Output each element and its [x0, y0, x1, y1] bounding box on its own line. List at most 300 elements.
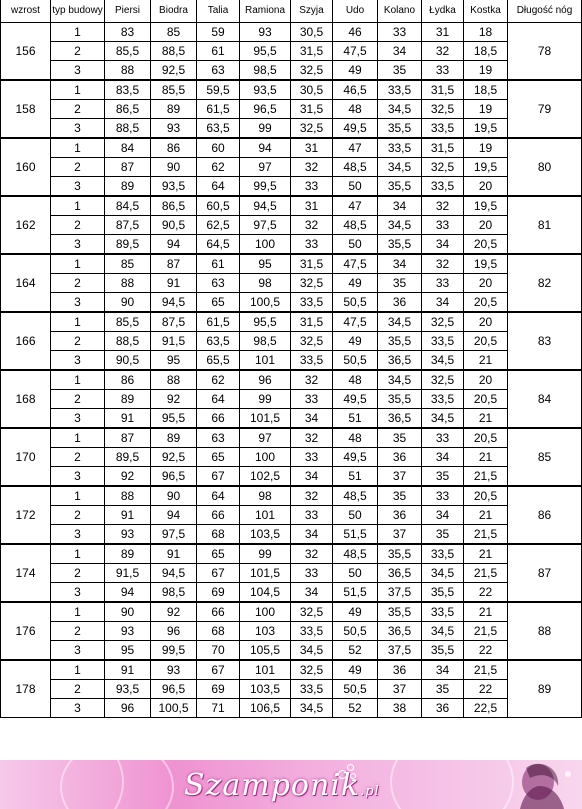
column-header: Ramiona	[240, 0, 291, 23]
measurement-cell: 34,5	[378, 158, 422, 177]
column-header: Talia	[197, 0, 240, 23]
build-type-cell: 1	[51, 138, 105, 158]
measurement-cell: 106,5	[240, 699, 291, 718]
measurement-cell: 21	[464, 351, 508, 371]
build-type-cell: 3	[51, 467, 105, 487]
measurement-cell: 88,5	[105, 119, 151, 139]
measurement-cell: 35,5	[422, 583, 464, 603]
measurement-cell: 88	[105, 274, 151, 293]
build-type-cell: 1	[51, 23, 105, 42]
measurement-cell: 32	[291, 544, 333, 564]
measurement-cell: 90,5	[151, 216, 197, 235]
measurement-cell: 35,5	[378, 390, 422, 409]
measurement-cell: 33	[291, 177, 333, 197]
measurement-cell: 91,5	[151, 332, 197, 351]
table-row	[1, 61, 582, 81]
measurement-cell: 93,5	[151, 177, 197, 197]
table-row	[1, 293, 582, 313]
column-header: Udo	[333, 0, 378, 23]
measurement-cell: 33,5	[291, 351, 333, 371]
measurement-cell: 95	[105, 641, 151, 661]
measurement-cell: 31,5	[291, 254, 333, 274]
measurement-cell: 100,5	[151, 699, 197, 718]
measurement-cell: 84,5	[105, 196, 151, 216]
measurement-cell: 85,5	[151, 80, 197, 100]
measurement-cell: 64	[197, 390, 240, 409]
measurement-cell: 34,5	[378, 370, 422, 390]
measurement-cell: 87	[105, 428, 151, 448]
measurement-cell: 91	[105, 506, 151, 525]
measurement-cell: 60,5	[197, 196, 240, 216]
build-type-cell: 2	[51, 158, 105, 177]
column-header: Biodra	[151, 0, 197, 23]
measurement-cell: 48	[333, 428, 378, 448]
column-header: wzrost	[1, 0, 51, 23]
measurement-cell: 67	[197, 467, 240, 487]
measurement-cell: 93	[151, 119, 197, 139]
measurement-cell: 92	[151, 602, 197, 622]
measurement-cell: 50	[333, 177, 378, 197]
measurement-cell: 83	[105, 23, 151, 42]
build-type-cell: 1	[51, 370, 105, 390]
measurement-cell: 65	[197, 544, 240, 564]
measurement-cell: 19	[464, 100, 508, 119]
measurement-cell: 30,5	[291, 23, 333, 42]
measurement-cell: 35	[422, 525, 464, 545]
measurement-cell: 34,5	[291, 699, 333, 718]
measurement-cell: 61	[197, 42, 240, 61]
table-row	[1, 486, 582, 506]
height-cell: 156	[1, 23, 51, 81]
column-header: Łydka	[422, 0, 464, 23]
measurement-cell: 33	[422, 61, 464, 81]
measurement-cell: 22,5	[464, 699, 508, 718]
measurement-cell: 101,5	[240, 564, 291, 583]
measurement-cell: 19,5	[464, 196, 508, 216]
measurement-cell: 91	[151, 274, 197, 293]
build-type-cell: 3	[51, 119, 105, 139]
measurement-cell: 49	[333, 660, 378, 680]
measurement-cell: 33,5	[378, 80, 422, 100]
measurement-cell: 48,5	[333, 216, 378, 235]
measurement-cell: 33,5	[422, 119, 464, 139]
measurement-cell: 20,5	[464, 390, 508, 409]
measurement-cell: 19,5	[464, 158, 508, 177]
measurement-cell: 63,5	[197, 119, 240, 139]
measurement-cell: 32	[291, 486, 333, 506]
measurement-cell: 21	[464, 602, 508, 622]
measurement-cell: 21	[464, 448, 508, 467]
measurement-cell: 32,5	[291, 602, 333, 622]
measurement-cell: 90	[151, 158, 197, 177]
table-row	[1, 119, 582, 139]
measurement-cell: 67	[197, 564, 240, 583]
measurement-cell: 33,5	[422, 177, 464, 197]
measurement-cell: 32,5	[422, 158, 464, 177]
measurement-cell: 52	[333, 641, 378, 661]
measurement-cell: 20,5	[464, 293, 508, 313]
measurement-cell: 37,5	[378, 641, 422, 661]
measurement-cell: 89,5	[105, 448, 151, 467]
measurement-cell: 85,5	[105, 42, 151, 61]
measurement-cell: 51	[333, 409, 378, 429]
measurement-cell: 33,5	[291, 293, 333, 313]
measurement-cell: 19,5	[464, 119, 508, 139]
build-type-cell: 1	[51, 428, 105, 448]
table-row	[1, 351, 582, 371]
measurement-cell: 46	[333, 23, 378, 42]
measurement-cell: 98,5	[151, 583, 197, 603]
table-row	[1, 641, 582, 661]
measurement-cell: 34,5	[422, 409, 464, 429]
measurement-cell: 32	[291, 158, 333, 177]
measurement-cell: 94	[240, 138, 291, 158]
measurement-cell: 64	[197, 486, 240, 506]
measurement-cell: 33,5	[422, 602, 464, 622]
table-row	[1, 254, 582, 274]
measurement-cell: 35,5	[378, 235, 422, 255]
measurement-cell: 62,5	[197, 216, 240, 235]
column-header: Szyja	[291, 0, 333, 23]
measurement-cell: 18,5	[464, 42, 508, 61]
measurement-cell: 33,5	[378, 138, 422, 158]
measurement-cell: 68	[197, 525, 240, 545]
measurement-cell: 63	[197, 274, 240, 293]
height-cell: 174	[1, 544, 51, 602]
measurement-cell: 93	[105, 622, 151, 641]
measurement-cell: 98	[240, 486, 291, 506]
measurement-cell: 35,5	[378, 177, 422, 197]
measurement-cell: 33,5	[422, 390, 464, 409]
measurement-cell: 96	[105, 699, 151, 718]
measurement-cell: 69	[197, 583, 240, 603]
measurement-cell: 33	[422, 486, 464, 506]
measurement-cell: 96,5	[240, 100, 291, 119]
measurement-cell: 35,5	[378, 544, 422, 564]
table-row	[1, 390, 582, 409]
measurement-cell: 33	[422, 428, 464, 448]
measurement-cell: 99,5	[151, 641, 197, 661]
measurement-cell: 100	[240, 448, 291, 467]
measurement-cell: 63	[197, 428, 240, 448]
table-row	[1, 428, 582, 448]
height-cell: 164	[1, 254, 51, 312]
measurement-cell: 32	[422, 254, 464, 274]
measurement-cell: 32,5	[422, 370, 464, 390]
measurement-cell: 48,5	[333, 486, 378, 506]
measurement-cell: 34,5	[378, 312, 422, 332]
measurement-cell: 36,5	[378, 351, 422, 371]
measurement-cell: 37,5	[378, 583, 422, 603]
measurement-cell: 32	[291, 370, 333, 390]
measurement-cell: 36,5	[378, 622, 422, 641]
measurement-cell: 90	[105, 602, 151, 622]
measurement-cell: 51,5	[333, 525, 378, 545]
measurement-cell: 88	[151, 370, 197, 390]
measurement-cell: 22	[464, 680, 508, 699]
build-type-cell: 3	[51, 61, 105, 81]
leg-length-cell: 83	[508, 312, 582, 370]
measurement-cell: 91,5	[105, 564, 151, 583]
measurement-cell: 86,5	[105, 100, 151, 119]
measurement-cell: 37	[378, 525, 422, 545]
measurement-cell: 36	[422, 699, 464, 718]
leg-length-cell: 87	[508, 544, 582, 602]
measurement-cell: 36	[378, 448, 422, 467]
measurement-cell: 31,5	[422, 138, 464, 158]
measurement-cell: 96,5	[151, 680, 197, 699]
measurement-cell: 31,5	[291, 42, 333, 61]
measurement-cell: 33	[378, 23, 422, 42]
measurement-cell: 50	[333, 564, 378, 583]
measurement-cell: 92	[151, 390, 197, 409]
measurement-cell: 32,5	[291, 274, 333, 293]
build-type-cell: 2	[51, 564, 105, 583]
measurement-cell: 36,5	[378, 564, 422, 583]
measurement-cell: 96	[151, 622, 197, 641]
build-type-cell: 2	[51, 506, 105, 525]
measurement-cell: 38	[378, 699, 422, 718]
measurement-cell: 88,5	[105, 332, 151, 351]
measurement-cell: 32,5	[422, 312, 464, 332]
measurement-cell: 95	[151, 351, 197, 371]
measurement-cell: 48,5	[333, 544, 378, 564]
measurement-cell: 21,5	[464, 660, 508, 680]
measurement-cell: 95,5	[151, 409, 197, 429]
measurement-cell: 94	[151, 506, 197, 525]
measurement-cell: 63	[197, 61, 240, 81]
build-type-cell: 3	[51, 699, 105, 718]
measurement-cell: 94,5	[151, 293, 197, 313]
measurement-cell: 21,5	[464, 622, 508, 641]
measurement-cell: 63,5	[197, 332, 240, 351]
measurement-cell: 50,5	[333, 622, 378, 641]
measurement-cell: 47,5	[333, 42, 378, 61]
measurement-cell: 32,5	[422, 100, 464, 119]
measurement-cell: 92,5	[151, 448, 197, 467]
measurement-cell: 33,5	[422, 544, 464, 564]
measurement-cell: 88	[105, 486, 151, 506]
measurement-cell: 93	[240, 23, 291, 42]
height-cell: 170	[1, 428, 51, 486]
measurement-cell: 35	[378, 486, 422, 506]
measurement-cell: 100,5	[240, 293, 291, 313]
measurement-cell: 95,5	[240, 42, 291, 61]
measurement-cell: 34	[422, 660, 464, 680]
measurement-cell: 87,5	[105, 216, 151, 235]
measurement-cell: 50	[333, 506, 378, 525]
measurement-cell: 35	[422, 680, 464, 699]
measurement-cell: 66	[197, 602, 240, 622]
height-cell: 166	[1, 312, 51, 370]
measurement-cell: 33	[291, 506, 333, 525]
table-row	[1, 448, 582, 467]
measurement-cell: 32,5	[291, 332, 333, 351]
table-row	[1, 699, 582, 718]
measurement-cell: 21	[464, 409, 508, 429]
build-type-cell: 1	[51, 254, 105, 274]
column-header: typ budowy	[51, 0, 105, 23]
header-row	[1, 0, 582, 23]
measurement-cell: 96	[240, 370, 291, 390]
measurement-cell: 47,5	[333, 254, 378, 274]
height-cell: 168	[1, 370, 51, 428]
measurement-cell: 34,5	[378, 100, 422, 119]
measurement-cell: 46,5	[333, 80, 378, 100]
measurement-cell: 31	[291, 196, 333, 216]
measurement-cell: 31	[422, 23, 464, 42]
measurement-cell: 68	[197, 622, 240, 641]
measurement-cell: 85,5	[105, 312, 151, 332]
measurement-cell: 33,5	[422, 332, 464, 351]
measurement-cell: 49,5	[333, 119, 378, 139]
measurement-cell: 31,5	[291, 312, 333, 332]
measurement-cell: 61	[197, 254, 240, 274]
measurement-cell: 35	[422, 467, 464, 487]
measurement-cell: 90	[105, 293, 151, 313]
table-row	[1, 274, 582, 293]
height-cell: 162	[1, 196, 51, 254]
woman-silhouette-icon	[480, 762, 582, 809]
measurement-cell: 101	[240, 506, 291, 525]
table-row	[1, 506, 582, 525]
brand-name: Szamponik	[184, 768, 361, 803]
swirl-decoration	[60, 760, 174, 809]
measurement-cell: 61,5	[197, 312, 240, 332]
measurement-cell: 95,5	[240, 312, 291, 332]
measurement-cell: 32	[291, 428, 333, 448]
measurement-cell: 21,5	[464, 525, 508, 545]
measurement-cell: 20	[464, 177, 508, 197]
measurement-cell: 20,5	[464, 428, 508, 448]
measurement-cell: 65	[197, 293, 240, 313]
measurement-cell: 69	[197, 680, 240, 699]
measurement-cell: 20,5	[464, 332, 508, 351]
measurement-cell: 98,5	[240, 332, 291, 351]
measurement-cell: 34,5	[378, 216, 422, 235]
build-type-cell: 3	[51, 641, 105, 661]
measurement-cell: 89	[105, 544, 151, 564]
measurement-cell: 47	[333, 196, 378, 216]
measurement-cell: 71	[197, 699, 240, 718]
measurement-cell: 93	[105, 525, 151, 545]
measurement-cell: 50,5	[333, 293, 378, 313]
height-cell: 160	[1, 138, 51, 196]
measurement-cell: 103,5	[240, 680, 291, 699]
measurement-cell: 33	[422, 216, 464, 235]
measurement-cell: 95	[240, 254, 291, 274]
measurement-cell: 35	[378, 428, 422, 448]
measurement-cell: 99,5	[240, 177, 291, 197]
measurement-cell: 85	[105, 254, 151, 274]
measurement-cell: 93,5	[105, 680, 151, 699]
measurement-cell: 49	[333, 332, 378, 351]
measurement-cell: 94	[105, 583, 151, 603]
szamponik-banner[interactable]	[0, 760, 582, 809]
build-type-cell: 1	[51, 660, 105, 680]
measurement-cell: 66	[197, 409, 240, 429]
build-type-cell: 2	[51, 680, 105, 699]
measurement-cell: 85	[151, 23, 197, 42]
measurement-cell: 104,5	[240, 583, 291, 603]
table-body	[1, 23, 582, 718]
measurement-cell: 50,5	[333, 680, 378, 699]
measurement-cell: 33	[422, 274, 464, 293]
measurement-cell: 86,5	[151, 196, 197, 216]
measurement-cell: 34,5	[422, 622, 464, 641]
measurement-cell: 49	[333, 274, 378, 293]
leg-length-cell: 84	[508, 370, 582, 428]
measurement-cell: 21,5	[464, 467, 508, 487]
measurement-cell: 101,5	[240, 409, 291, 429]
measurement-cell: 93	[151, 660, 197, 680]
leg-length-cell: 88	[508, 602, 582, 660]
build-type-cell: 2	[51, 42, 105, 61]
measurement-cell: 20	[464, 312, 508, 332]
table-row	[1, 177, 582, 197]
measurement-cell: 34	[422, 235, 464, 255]
build-type-cell: 2	[51, 390, 105, 409]
measurement-cell: 34	[422, 448, 464, 467]
measurement-cell: 99	[240, 390, 291, 409]
height-cell: 172	[1, 486, 51, 544]
table-row	[1, 158, 582, 177]
measurement-cell: 100	[240, 235, 291, 255]
measurement-cell: 33	[291, 448, 333, 467]
measurement-cell: 34,5	[422, 351, 464, 371]
measurement-cell: 61,5	[197, 100, 240, 119]
measurement-cell: 89	[151, 428, 197, 448]
measurement-cell: 37	[378, 680, 422, 699]
build-type-cell: 3	[51, 351, 105, 371]
column-header: Długość nóg	[508, 0, 582, 23]
measurement-cell: 20	[464, 274, 508, 293]
measurement-cell: 34	[422, 293, 464, 313]
measurement-cell: 97	[240, 428, 291, 448]
measurement-cell: 103	[240, 622, 291, 641]
measurement-cell: 97	[240, 158, 291, 177]
measurement-cell: 65	[197, 448, 240, 467]
measurement-cell: 70	[197, 641, 240, 661]
build-type-cell: 2	[51, 216, 105, 235]
measurement-cell: 62	[197, 158, 240, 177]
measurement-cell: 97,5	[240, 216, 291, 235]
build-type-cell: 2	[51, 100, 105, 119]
table-row	[1, 467, 582, 487]
measurement-cell: 31	[291, 138, 333, 158]
measurement-cell: 21	[464, 506, 508, 525]
measurement-cell: 99	[240, 544, 291, 564]
measurement-cell: 37	[378, 467, 422, 487]
measurement-cell: 18	[464, 23, 508, 42]
build-type-cell: 1	[51, 80, 105, 100]
measurement-cell: 97,5	[151, 525, 197, 545]
measurement-cell: 101	[240, 660, 291, 680]
table-row	[1, 332, 582, 351]
measurement-cell: 33	[291, 235, 333, 255]
measurement-cell: 31,5	[291, 100, 333, 119]
measurement-cell: 34	[291, 525, 333, 545]
measurement-cell: 34	[291, 583, 333, 603]
table-row	[1, 100, 582, 119]
table-row	[1, 602, 582, 622]
measurement-cell: 19	[464, 138, 508, 158]
measurement-cell: 60	[197, 138, 240, 158]
measurement-cell: 52	[333, 699, 378, 718]
measurement-cell: 32	[422, 196, 464, 216]
measurement-cell: 21,5	[464, 564, 508, 583]
build-type-cell: 1	[51, 544, 105, 564]
